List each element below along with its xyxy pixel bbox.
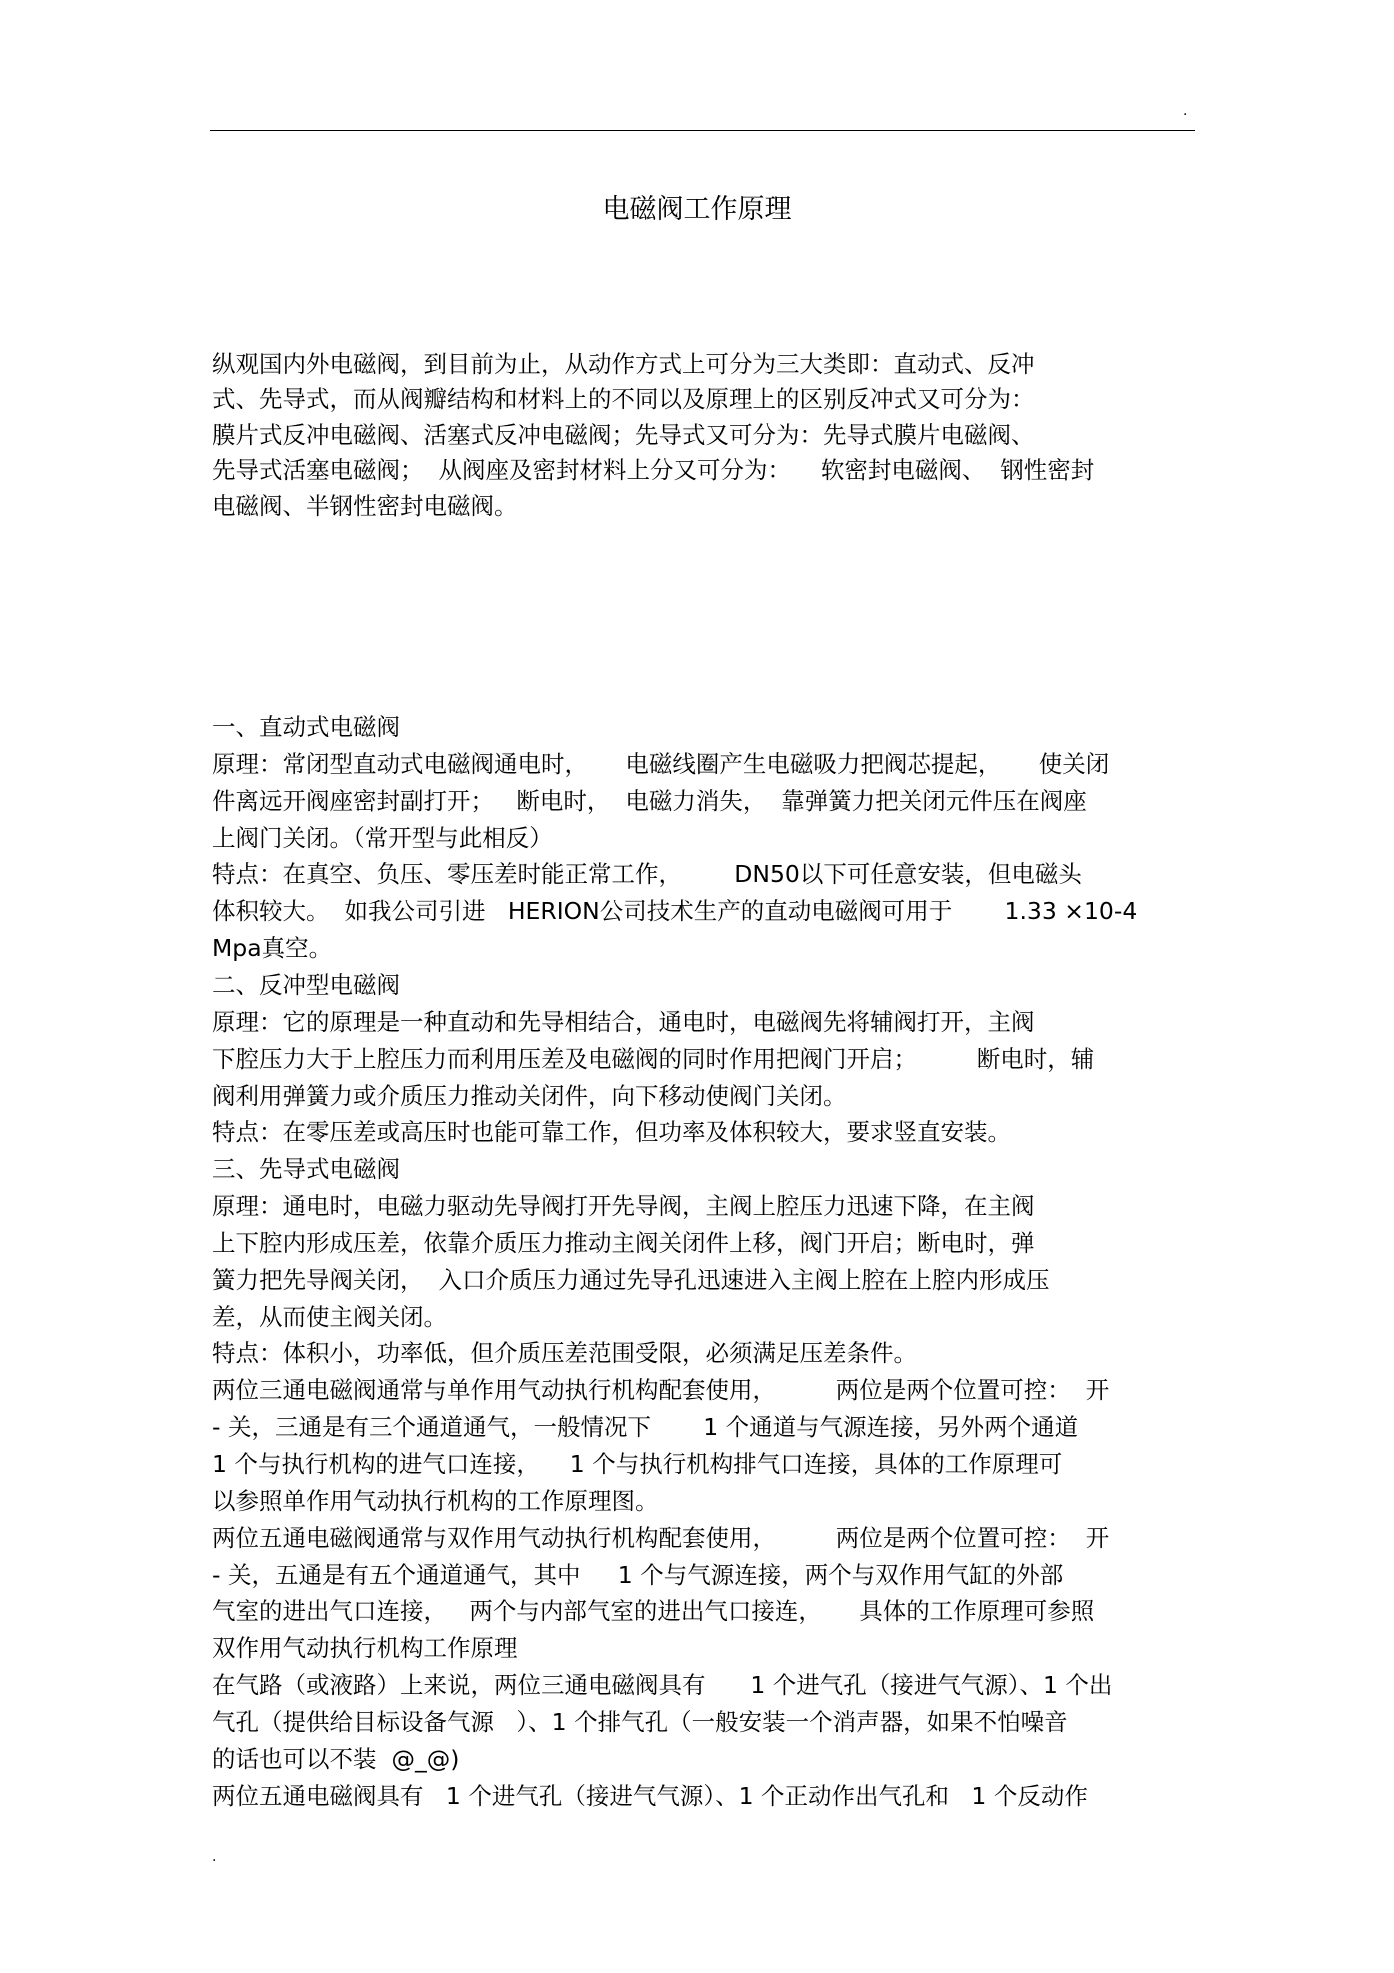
body-line: 特点：体积小，功率低，但介质压差范围受限，必须满足压差条件。	[212, 1339, 917, 1368]
page-title: 电磁阀工作原理	[602, 194, 792, 225]
body-line: 上阀门关闭。（常开型与此相反）	[212, 823, 553, 852]
body-line: 1 个与执行机构的进气口连接， 1 个与执行机构排气口连接，具体的工作原理可	[212, 1450, 1063, 1478]
body-line: 以参照单作用气动执行机构的工作原理图。	[212, 1486, 659, 1515]
body-line: 原理：通电时，电磁力驱动先导阀打开先导阀，主阀上腔压力迅速下降，在主阀	[212, 1192, 1035, 1221]
body-line: 双作用气动执行机构工作原理	[212, 1634, 518, 1663]
body-line: Mpa真空。	[212, 934, 333, 963]
body-line: 气室的进出气口连接， 两个与内部气室的进出气口接连， 具体的工作原理可参照	[212, 1597, 1095, 1626]
body-line: 特点：在真空、负压、零压差时能正常工作， DN50以下可任意安装，但电磁头	[212, 860, 1082, 889]
body-line: 两位五通电磁阀通常与双作用气动执行机构配套使用， 两位是两个位置可控： 开	[212, 1523, 1110, 1552]
body-line: 两位三通电磁阀通常与单作用气动执行机构配套使用， 两位是两个位置可控： 开	[212, 1376, 1110, 1405]
body-line: 差，从而使主阀关闭。	[212, 1302, 447, 1331]
body-line: 特点：在零压差或高压时也能可靠工作，但功率及体积较大，要求竖直安装。	[212, 1118, 1011, 1147]
body-line: - 关，五通是有五个通道通气，其中 1 个与气源连接，两个与双作用气缸的外部	[212, 1560, 1064, 1589]
body-line: 体积较大。 如我公司引进 HERION公司技术生产的直动电磁阀可用于 1.33 ×10-4	[212, 897, 1138, 926]
intro-line: 膜片式反冲电磁阀、活塞式反冲电磁阀；先导式又可分为：先导式膜片电磁阀、	[212, 420, 1035, 449]
header-mark: .	[1183, 103, 1188, 119]
intro-line: 先导式活塞电磁阀； 从阀座及密封材料上分又可分为： 软密封电磁阀、 钢性密封	[212, 456, 1095, 485]
body-line: 的话也可以不装 @_@)	[212, 1744, 460, 1773]
section-heading: 一、直动式电磁阀	[212, 713, 400, 741]
body-line: 原理：它的原理是一种直动和先导相结合，通电时，电磁阀先将辅阀打开，主阀	[212, 1007, 1035, 1036]
body-line: 在气路（或液路）上来说，两位三通电磁阀具有 1 个进气孔（接进气气源）、1 个出	[212, 1671, 1113, 1700]
body-line: 上下腔内形成压差，依靠介质压力推动主阀关闭件上移，阀门开启；断电时，弹	[212, 1228, 1035, 1257]
body-line: 件离远开阀座密封副打开； 断电时， 电磁力消失， 靠弹簧力把关闭元件压在阀座	[212, 786, 1087, 815]
body-line: 原理：常闭型直动式电磁阀通电时， 电磁线圈产生电磁吸力把阀芯提起， 使关闭	[212, 749, 1110, 778]
body-line: 阀利用弹簧力或介质压力推动关闭件，向下移动使阀门关闭。	[212, 1081, 847, 1110]
body-line: - 关，三通是有三个通道通气，一般情况下 1 个通道与气源连接，另外两个通道	[212, 1413, 1079, 1442]
intro-line: 纵观国内外电磁阀，到目前为止，从动作方式上可分为三大类即：直动式、反冲	[212, 350, 1035, 378]
intro-line: 电磁阀、半钢性密封电磁阀。	[212, 491, 518, 520]
body-line: 气孔（提供给目标设备气源 ）、1 个排气孔（一般安装一个消声器，如果不怕噪音	[212, 1707, 1068, 1736]
intro-line: 式、先导式，而从阀瓣结构和材料上的不同以及原理上的区别反冲式又可分为：	[212, 385, 1035, 414]
body-line: 簧力把先导阀关闭， 入口介质压力通过先导孔迅速进入主阀上腔在上腔内形成压	[212, 1265, 1050, 1294]
footer-mark: .	[212, 1849, 217, 1865]
header-rule	[210, 130, 1195, 131]
section-heading: 二、反冲型电磁阀	[212, 970, 400, 999]
body-line: 下腔压力大于上腔压力而利用压差及电磁阀的同时作用把阀门开启； 断电时，辅	[212, 1044, 1095, 1073]
section-heading: 三、先导式电磁阀	[212, 1155, 400, 1184]
body-line: 两位五通电磁阀具有 1 个进气孔（接进气气源）、1 个正动作出气孔和 1 个反动作	[212, 1781, 1088, 1810]
